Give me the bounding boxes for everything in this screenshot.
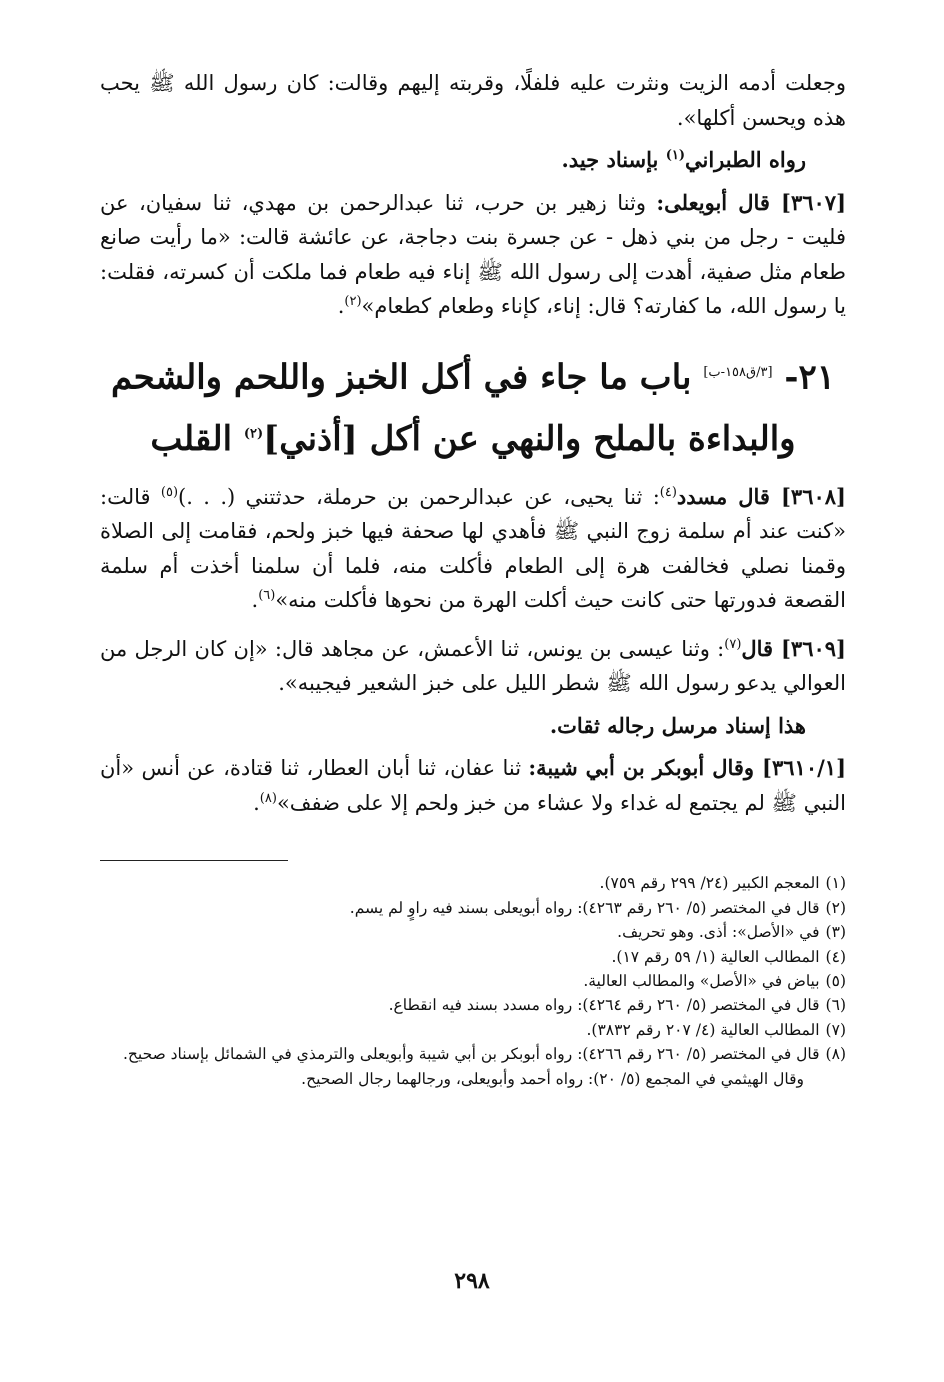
footnote-ref[interactable]: (٥) <box>160 484 179 500</box>
footnote-text: قال في المختصر (٥/ ٢٦٠ رقم ٤٢٦٦): رواه أبوبكر بن أبي شيبة وأبويعلى والترمذي في الشمائل بإسناد صحيح. <box>122 1045 820 1064</box>
chapter-number: ٢١- <box>784 356 836 397</box>
footnote-index: (١) <box>825 874 846 893</box>
footnote-item <box>100 896 846 920</box>
chapter-heading-line-1 <box>100 342 846 408</box>
footnote-index: (٥) <box>825 971 846 990</box>
footnote-ref[interactable]: (١) <box>665 148 685 163</box>
footnote-text: المطالب العالية (١/ ٥٩ رقم ١٧). <box>611 947 820 966</box>
hadith-text: وثنا زهير بن حرب، ثنا عبدالرحمن بن مهدي، ثنا سفيان، عن فليت - رجل من بني ذهل - عن جسرة بنت دجاجة، عن عائشة قالت: «ما رأيت صانع طعام مثل صفية، أهدت إلى رسول الله ﷺ إناء فيه طعام فما ملكت أن كسرته، فقلت: يا رسول الله، ما كفارته؟ قال: إناء، كإناء وطعام كطعام» <box>100 190 846 318</box>
footnote-text: المعجم الكبير (٢٤/ ٢٩٩ رقم ٧٥٩). <box>599 874 820 893</box>
footnote-text: بياض في «الأصل» والمطالب العالية. <box>583 971 820 990</box>
footnote-ref[interactable]: (٨) <box>259 790 277 806</box>
footnote-separator <box>100 860 288 861</box>
chapter-heading-line-2 <box>100 408 846 470</box>
footnote-index: (٢) <box>825 898 846 917</box>
footnote-ref[interactable]: (٤) <box>659 484 677 500</box>
hadith-tail: . <box>251 588 259 613</box>
hadith-label: [٣٦٠٧] قال أبويعلى: <box>656 189 846 215</box>
hadith-3609 <box>100 632 846 701</box>
paragraph-continuation <box>100 66 846 135</box>
grading-note-tabarani <box>100 143 846 178</box>
footnote-item <box>100 1042 846 1066</box>
hadith-label: [٣٦١٠/١] وقال أبوبكر بن أبي شيبة: <box>528 755 846 781</box>
chapter-heading <box>100 342 846 470</box>
grading-note-mursal <box>100 709 846 744</box>
chapter-title-2b: القلب <box>150 418 244 459</box>
footnote-ref[interactable]: (٢) <box>344 294 362 309</box>
page-body <box>100 66 846 1091</box>
continuation-text: وجعلت أدمه الزيت ونثرت عليه فلفلًا، وقربته إليهم وقالت: كان رسول الله ﷺ يحب هذه ويحسن أكلها». <box>100 71 846 130</box>
hadith-3607 <box>100 186 846 324</box>
footnote-item <box>100 920 846 944</box>
footnote-text: قال في المختصر (٥/ ٢٦٠ رقم ٤٢٦٣): رواه أبويعلى بسند فيه راوٍ لم يسم. <box>349 898 820 917</box>
footnote-index: (٧) <box>825 1020 846 1039</box>
hadith-text: : وثنا عيسى بن يونس، ثنا الأعمش، عن مجاهد قال: «إن كان الرجل من العوالي يدعو رسول الله ﷺ شطر الليل على خبز الشعير فيجيبه». <box>100 636 846 696</box>
manuscript-ref: [٣/ق١٥٨-ب] <box>703 364 773 380</box>
chapter-title-2a: والبداءة بالملح والنهي عن أكل [أذني] <box>263 418 796 459</box>
footnote-text: قال في المختصر (٥/ ٢٦٠ رقم ٤٢٦٤): رواه مسدد بسند فيه انقطاع. <box>388 996 820 1015</box>
footnote-text: في «الأصل»: أذى. وهو تحريف. <box>617 923 820 942</box>
footnote-item-continuation <box>100 1067 846 1091</box>
note-tail: بإسناد جيد. <box>561 147 666 172</box>
footnote-ref[interactable]: (٧) <box>724 636 742 652</box>
footnote-index: (٦) <box>825 996 846 1015</box>
note-text: رواه الطبراني <box>685 147 806 172</box>
hadith-tail: . <box>337 294 345 318</box>
hadith-text: : ثنا يحيى، عن عبدالرحمن بن حرملة، حدثتني (. . .) <box>178 484 660 509</box>
hadith-label: [٣٦٠٩] قال <box>741 635 846 661</box>
footnote-ref[interactable]: (٦) <box>258 588 276 604</box>
footnote-item <box>100 969 846 993</box>
chapter-title-1: باب ما جاء في أكل الخبز واللحم والشحم <box>110 356 692 397</box>
footnote-index: (٣) <box>825 923 846 942</box>
footnote-index: (٤) <box>825 947 846 966</box>
footnote-item <box>100 871 846 895</box>
hadith-text: قالت: «كنت عند أم سلمة زوج النبي ﷺ فأهدي لها صحفة فيها خبز ولحم، فقامت إلى الصلاة وقمنا نصلي فخالفت هرة إلى الطعام فأكلت منه، فلما أن سلمنا أخذت أم سلمة القصعة فدورتها حتى كانت حيث أكلت الهرة من نحوها فأكلت منه» <box>100 484 846 613</box>
footnote-item <box>100 945 846 969</box>
footnote-text: المطالب العالية (٤/ ٢٠٧ رقم ٣٨٣٢). <box>586 1020 820 1039</box>
hadith-tail: . <box>253 790 260 815</box>
hadith-label: [٣٦٠٨] قال مسدد <box>676 483 846 509</box>
hadith-3608 <box>100 480 846 618</box>
footnotes-list <box>100 871 846 1091</box>
page-number: ٢٩٨ <box>454 1268 490 1294</box>
footnote-item <box>100 993 846 1017</box>
hadith-text: ثنا عفان، ثنا أبان العطار، ثنا قتادة، عن أنس «أن النبي ﷺ لم يجتمع له غداء ولا عشاء من خبز ولحم إلا على ضفف» <box>100 756 846 815</box>
footnote-index: (٨) <box>825 1045 846 1064</box>
hadith-3610 <box>100 751 846 820</box>
footnote-item <box>100 1018 846 1042</box>
note-text: هذا إسناد مرسل رجاله ثقات. <box>549 712 806 738</box>
footnote-ref[interactable]: (٢) <box>243 426 264 442</box>
footnote-text: وقال الهيثمي في المجمع (٥/ ٢٠): رواه أحمد وأبويعلى، ورجالهما رجال الصحيح. <box>301 1069 804 1088</box>
